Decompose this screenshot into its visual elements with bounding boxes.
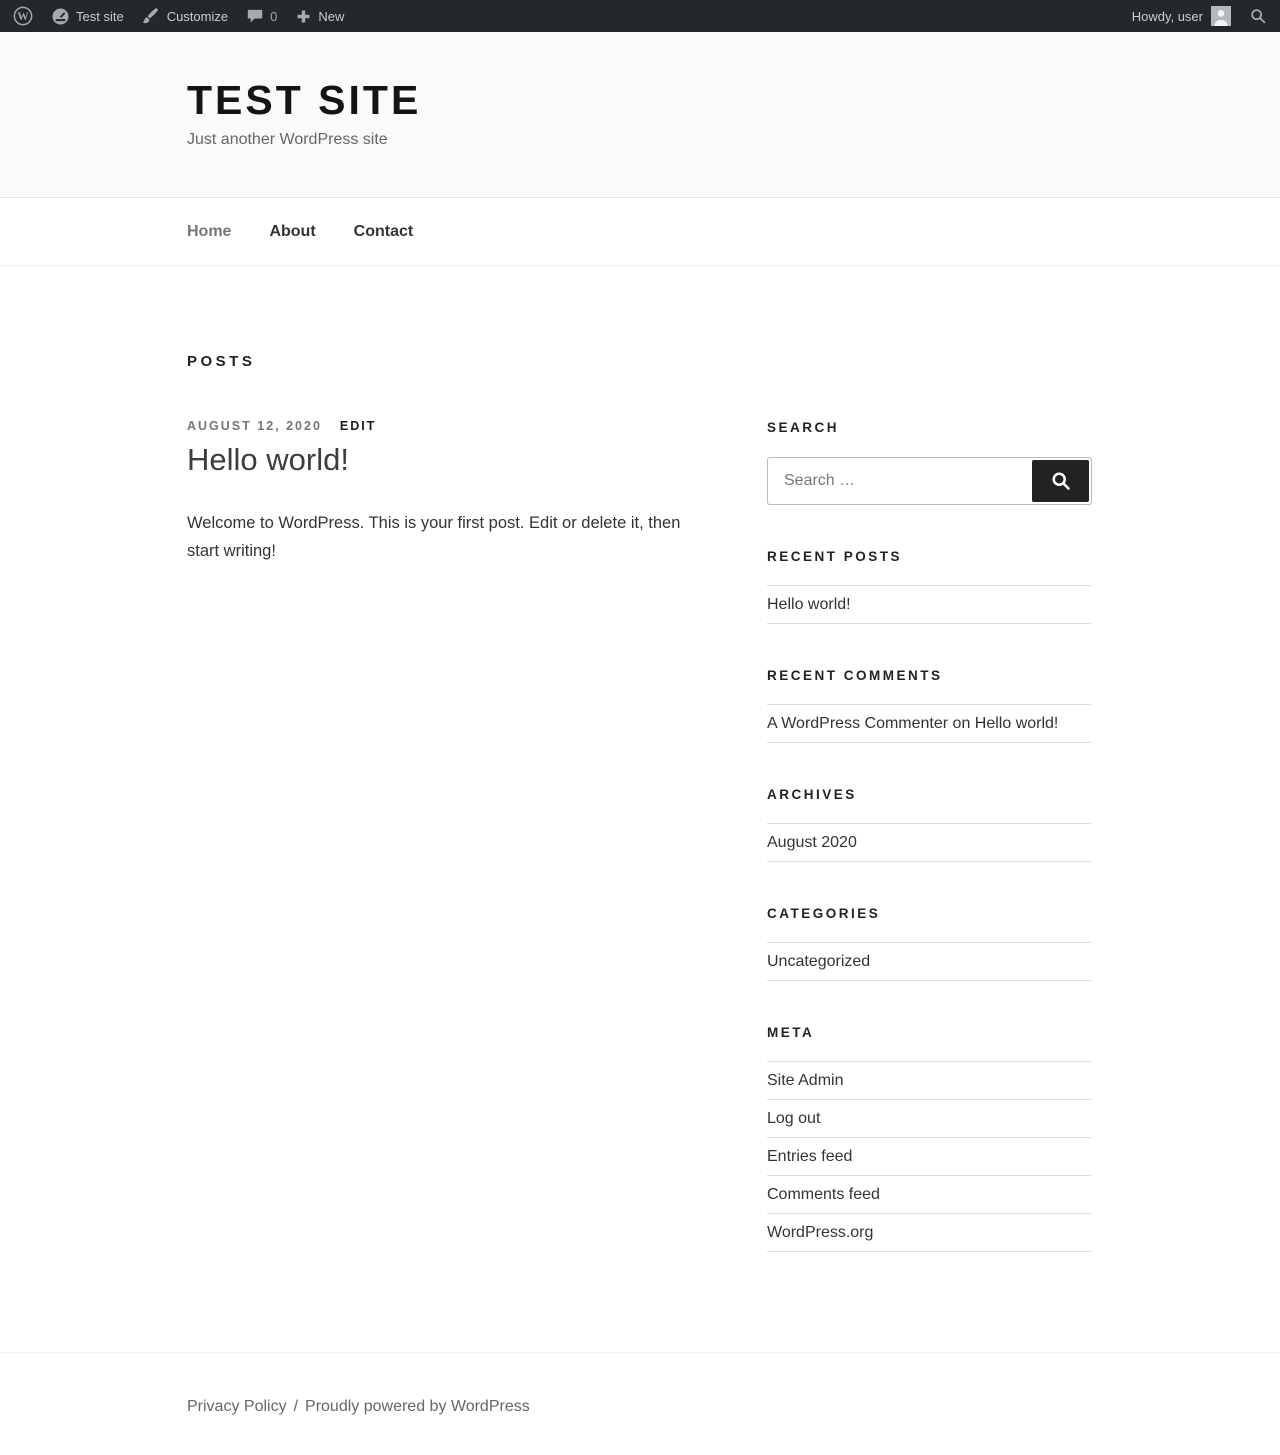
site-title[interactable] <box>187 76 421 124</box>
site-title-link[interactable]: TEST SITE <box>187 77 422 123</box>
list-item <box>767 1138 1092 1176</box>
category-link[interactable]: Uncategorized <box>767 953 871 970</box>
page-title: POSTS <box>187 353 256 370</box>
list-item <box>767 586 1092 624</box>
list-item <box>767 943 1092 981</box>
list-item <box>767 1062 1092 1100</box>
comment-post-link[interactable]: Hello world! <box>974 715 1059 732</box>
recent-posts-title: RECENT POSTS <box>767 549 903 564</box>
meta-title: META <box>767 1025 815 1040</box>
posts-column <box>187 354 727 565</box>
nav-item-about[interactable]: About <box>269 222 316 240</box>
widget-archives <box>767 787 1092 862</box>
list-item <box>767 1214 1092 1252</box>
main-nav <box>0 198 1280 266</box>
list-item <box>767 1176 1092 1214</box>
archive-link[interactable]: August 2020 <box>767 834 857 851</box>
meta-link-entries-feed[interactable]: Entries feed <box>767 1148 853 1165</box>
site-footer <box>0 1352 1280 1455</box>
recent-comments-title: RECENT COMMENTS <box>767 668 943 683</box>
plus-icon <box>295 8 312 25</box>
post-title <box>187 441 727 479</box>
post-edit-link[interactable]: EDIT <box>339 419 377 433</box>
nav-item-contact[interactable]: Contact <box>353 222 414 240</box>
adminbar-wordpress-logo[interactable] <box>4 0 42 32</box>
adminbar-comments[interactable] <box>237 0 286 32</box>
categories-title: CATEGORIES <box>767 906 881 921</box>
widget-search <box>767 420 1092 505</box>
comment-author-link[interactable]: A WordPress Commenter <box>767 715 949 732</box>
meta-link-comments-feed[interactable]: Comments feed <box>767 1186 880 1203</box>
recent-post-link[interactable]: Hello world! <box>767 596 851 613</box>
widget-recent-comments <box>767 668 1092 743</box>
recent-comments-list <box>767 704 1092 743</box>
archives-list <box>767 823 1092 862</box>
search-submit-button[interactable] <box>1032 460 1089 502</box>
adminbar-site-name-label: Test site <box>76 8 124 24</box>
svg-text:W: W <box>17 10 29 23</box>
search-form <box>767 457 1092 505</box>
adminbar-site-name[interactable] <box>42 0 133 32</box>
widget-meta <box>767 1025 1092 1252</box>
comment-connector: on <box>948 715 975 732</box>
paintbrush-icon <box>142 7 161 26</box>
meta-link-log-out[interactable]: Log out <box>767 1110 821 1127</box>
post-date-link[interactable]: AUGUST 12, 2020 <box>187 419 322 433</box>
archives-title: ARCHIVES <box>767 787 857 802</box>
privacy-policy-link[interactable]: Privacy Policy <box>187 1398 287 1415</box>
dashboard-gauge-icon <box>51 7 70 26</box>
adminbar-search[interactable] <box>1240 0 1276 32</box>
categories-list <box>767 942 1092 981</box>
comment-bubble-icon <box>246 7 264 25</box>
wordpress-logo-icon <box>13 6 33 26</box>
site-header <box>0 32 1280 198</box>
post-title-link[interactable]: Hello world! <box>187 442 349 477</box>
site-tagline: Just another WordPress site <box>187 131 388 148</box>
meta-link-wordpress-org[interactable]: WordPress.org <box>767 1224 874 1241</box>
list-item <box>767 705 1092 743</box>
post-body: Welcome to WordPress. This is your first post. Edit or delete it, then start writing! <box>187 514 681 560</box>
recent-posts-list <box>767 585 1092 624</box>
adminbar-customize[interactable] <box>133 0 237 32</box>
list-item <box>767 824 1092 862</box>
search-widget-title: SEARCH <box>767 420 840 435</box>
adminbar-howdy-label: Howdy, user <box>1131 8 1203 24</box>
admin-bar <box>0 0 1280 32</box>
avatar <box>1211 6 1231 26</box>
meta-list <box>767 1061 1092 1252</box>
post <box>187 419 727 565</box>
post-meta <box>187 419 727 434</box>
list-item <box>767 1100 1092 1138</box>
search-icon <box>1050 470 1072 492</box>
sidebar <box>767 354 1092 1252</box>
widget-recent-posts <box>767 549 1092 624</box>
adminbar-new-label: New <box>318 8 345 24</box>
adminbar-comment-count: 0 <box>270 8 278 24</box>
adminbar-search-icon <box>1249 7 1267 25</box>
footer-separator: / <box>293 1398 299 1415</box>
adminbar-customize-label: Customize <box>166 8 229 24</box>
adminbar-account[interactable] <box>1123 0 1240 32</box>
nav-item-home[interactable]: Home <box>187 222 232 240</box>
widget-categories <box>767 906 1092 981</box>
adminbar-new[interactable] <box>286 0 353 32</box>
meta-link-site-admin[interactable]: Site Admin <box>767 1072 844 1089</box>
content-area <box>0 266 1280 1352</box>
powered-by-link[interactable]: Proudly powered by WordPress <box>305 1398 530 1415</box>
